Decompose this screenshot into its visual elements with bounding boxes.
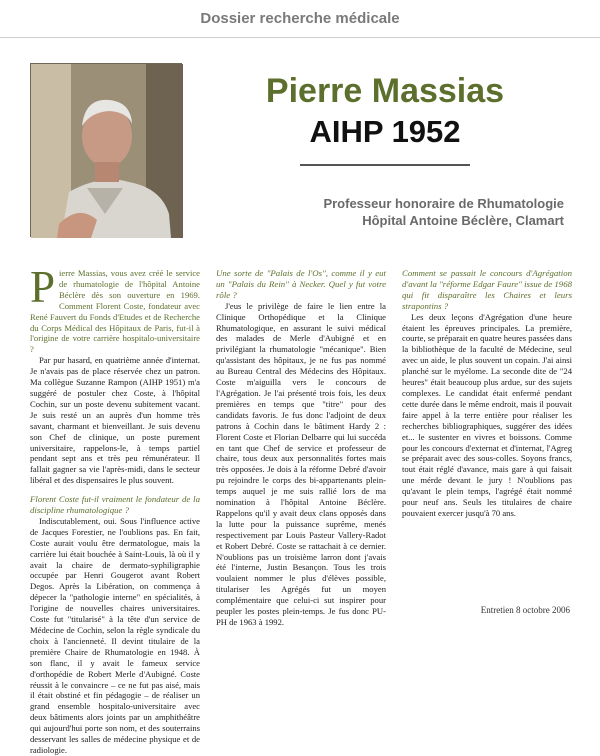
person-name: Pierre Massias — [265, 72, 505, 110]
question-1: Florent Coste fut-il vraiment le fondateur de la discipline rhumatologique ? — [30, 494, 200, 516]
interview-date: Entretien 8 octobre 2006 — [480, 605, 570, 615]
drop-cap: P — [30, 262, 56, 312]
section-title: Dossier recherche médicale — [200, 10, 400, 27]
answer-paragraph-1: Par pur hasard, en quatrième année d'internat. Je n'avais pas de place réservée chez un patron. Ma collègue Suzanne Rampon (AIHP 1951) m'a suggéré de postuler chez Coste, à l'hôpital Cochin, sur un poste devenu subitement vacant. Je suis resté un an auprès d'un homme très savant, charmant et bienveillant. Je suis devenu son Chef de clinique, un poste purement universitaire, rappelons-le, à temps partiel pendant sept ans et très peu rémunérateur. Il fallait gagner sa vie l'après-midi, dans le secteur libéral et des dispensaires le plus souvent. — [30, 355, 200, 486]
question-2: Une sorte de "Palais de l'Os", comme il y eut un "Palais du Rein" à Necker. Quel y fut votre rôle ? — [216, 268, 386, 300]
article-column-3 — [402, 268, 572, 519]
article-intro — [30, 262, 200, 355]
answer-paragraph-2: Indiscutablement, oui. Sous l'influence active de Jacques Forestier, ne l'oublions pas. En fait, Coste aurait voulu être dermatologue, mais la carrière lui était bouchée à Saint-Louis, là où il y avait la chaire de dermato-syphiligraphie occupée par Henri Gougerot avant Robert Degos. Après la Libération, on commença à dépecer la "pathologie interne" en spécialités, à l'origine de nouvelles chaires universitaires. Coste fut "titularisé" à la tête d'un service de Médecine de Cochin, selon la règle syndicale du choix à l'ancienneté. Il devint titulaire de la première Chaire de Rhumatologie en 1948. À son flanc, il y avait le fameux service d'orthopédie de Robert Merle d'Aubigné. Coste réussit à le convaincre – ce ne fut pas aisé, mais il était obstiné et fin pédagogie – de réaliser un grand ensemble hospitalo-universitaire avec deux bâtiments alors joints par un amphithéâtre qui aujourd'hui porte son nom, et des souterrains desservant les salles de médecine physique et de radiologie. — [30, 515, 200, 755]
article-column-2 — [216, 268, 386, 628]
profession-line-1: Professeur honoraire de Rhumatologie — [323, 196, 564, 211]
answer-paragraph-3: J'eus le privilège de faire le lien entre la Clinique Orthopédique et la Clinique Rhumatologique, en assurant le suivi médical des malades de Merle d'Aubigné et en privilégiant la rhumatologie "mécanique". Bien qu'assistant des hôpitaux, je ne fus pas nommé au Bureau Central des Médecins des Hôpitaux. Coste m'aiguilla vers le concours de l'Agrégation. Je l'ai présenté trois fois, les deux premières en temps que "titre" pour des candidats favoris. Je fus donc l'adjoint de deux patrons à Cochin dans le bâtiment Hardy 2 : Florent Coste et Florian Delbarre qui lui succéda en tant que Chef de service et professeur de chaire, tous deux aux personnalités fortes mais très opposées. Je dois à la réforme Debré d'avoir pu rejoindre le corps des bi-appartenants plein-temps auquel je me suis rallié lors de ma nomination à l'hôpital Antoine Béclère. Rappelons qu'il y avait deux clans opposés dans la lutte pour la puissance suprême, menés respectivement par Louis Pasteur Vallery-Radot et Robert Debré. Coste se rattachait à ce dernier. N'oublions pas un troisième larron dont j'avais été l'interne, Justin Besançon. Tous les trois voulaient nommer le plus d'élèves possible, titulariser les Agrégés fut un moyen complémentaire que celui-ci sut inspirer pour peupler les postes plein-temps. Je fus donc PU-PH de 1963 à 1992. — [216, 300, 386, 627]
title-divider — [300, 164, 470, 166]
profession-block — [200, 195, 570, 229]
question-3: Comment se passait le concours d'Agrégation d'avant la "réforme Edgar Faure" issue de 1968 qui fit disparaître les Chaires et leurs strapontins ? — [402, 268, 572, 311]
article-column-1 — [30, 262, 200, 756]
profession-line-2: Hôpital Antoine Béclère, Clamart — [362, 213, 564, 228]
header-divider — [0, 37, 600, 38]
portrait-photo — [30, 63, 182, 237]
header-band — [0, 0, 600, 40]
person-subtitle: AIHP 1952 — [309, 114, 461, 149]
intro-text: ierre Massias, vous avez créé le service de rhumatologie de l'hôpital Antoine Béclère dès son ouverture en 1969. Comment Florent Coste, fondateur avec René Fauvert du Fonds d'Etudes et de Recherche du Corps Médical des Hôpitaux de Paris, fut-il à l'origine de votre carrière hospitalo-universitaire ? — [30, 268, 200, 355]
answer-paragraph-4: Les deux leçons d'Agrégation d'une heure étaient les épreuves principales. La première, courte, se préparait en quatre heures passées dans la bibliothèque de la faculté de Médecine, seul avec un aide, le plus souvent un copain. J'ai ainsi planché sur le myélome. La seconde dite de "24 heures" était beaucoup plus ardue, sur des sujets complexes. Le candidat était enfermé pendant cette durée dans le même endroit, mais il pouvait faire appel à la terre entière pour réaliser les recherches bibliographiques, suggérer des idées et... le sustenter en vivres et boissons. Comme pour les concours d'externat et d'internat, l'Agreg se préparait avec des sous-colles. Soyons francs, tout était réglé d'avance, mais gare à qui faisait une mérde devant le jury ! N'oublions pas qu'avant le plein temps, l'agrégé était nommé pour neuf ans. Seuls les titulaires de chaire pouvaient exercer jusqu'à 70 ans. — [402, 311, 572, 518]
portrait-image — [31, 64, 183, 238]
